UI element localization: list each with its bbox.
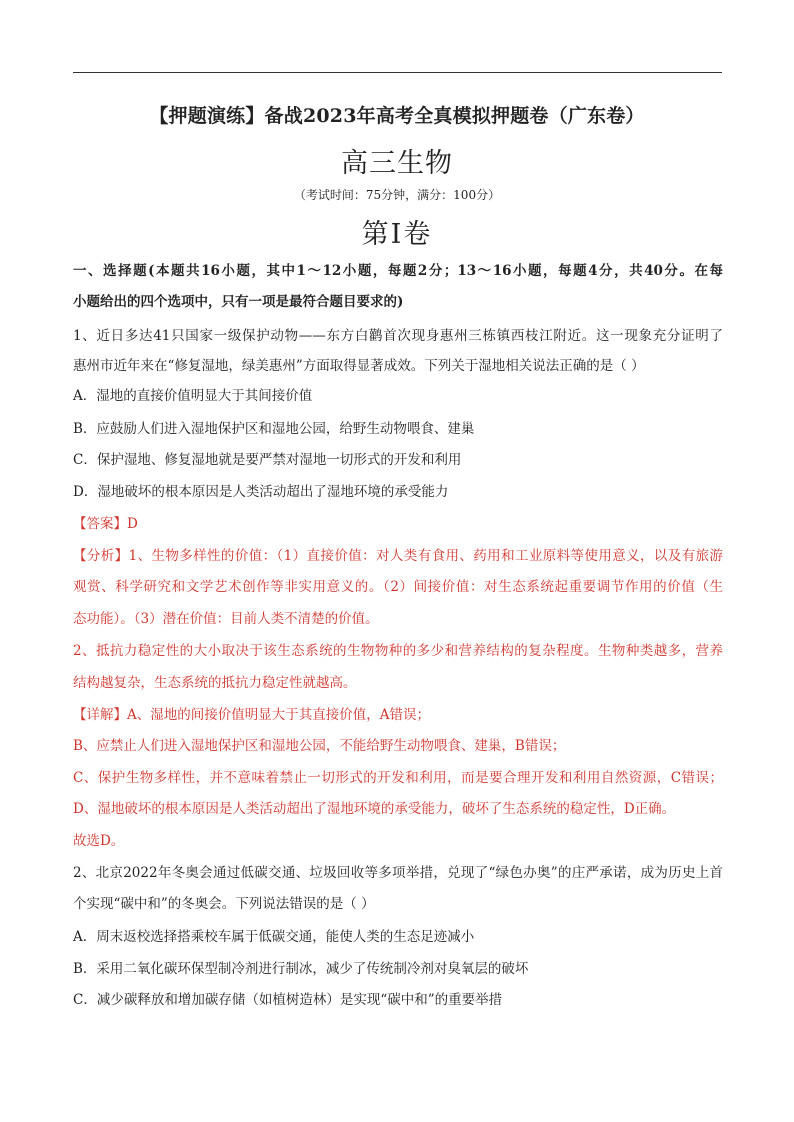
- question-2-option-c: C．减少碳释放和增加碳存储（如植树造林）是实现“碳中和”的重要举措: [73, 992, 503, 1008]
- question-1-stem-line-2: 惠州市近年来在“修复湿地，绿美惠州”方面取得显著成效。下列关于湿地相关说法正确的是（ ）: [73, 358, 645, 374]
- question-1-conclusion: 故选D。: [73, 833, 125, 849]
- question-1-detail-line-1: 【详解】A、湿地的间接价值明显大于其直接价值，A错误；: [73, 707, 430, 723]
- question-1-detail-line-3: C、保护生物多样性，并不意味着禁止一切形式的开发和利用，而是要合理开发和利用自然资源，C错误；: [73, 770, 723, 786]
- question-1-option-d: D．湿地破坏的根本原因是人类活动超出了湿地环境的承受能力: [73, 484, 449, 500]
- question-1-analysis-line-3: 态功能）。（3）潜在价值：目前人类不清楚的价值。: [73, 611, 379, 627]
- section-instruction-line-2: 小题给出的四个选项中，只有一项是最符合题目要求的): [73, 294, 404, 310]
- question-1-analysis-line-5: 结构越复杂，生态系统的抵抗力稳定性就越高。: [73, 675, 357, 691]
- question-1-option-b: B．应鼓励人们进入湿地保护区和湿地公园，给野生动物喂食、建巢: [73, 421, 475, 437]
- exam-info: （考试时间：75分钟，满分：100分）: [293, 188, 501, 202]
- question-2-option-b: B．采用二氧化碳环保型制冷剂进行制冰，减少了传统制冷剂对臭氧层的破坏: [73, 961, 529, 977]
- subject-title: 高三生物: [341, 148, 453, 179]
- question-1-detail-line-4: D、湿地破坏的根本原因是人类活动超出了湿地环境的承受能力，破坏了生态系统的稳定性，D正确。: [73, 801, 676, 817]
- question-1-answer: 【答案】D: [73, 516, 138, 532]
- question-2-stem-line-2: 个实现“碳中和”的冬奥会。下列说法错误的是（ ）: [73, 896, 375, 912]
- question-1-analysis-line-1: 【分析】1、生物多样性的价值：（1）直接价值：对人类有食用、药用和工业原料等使用意义，以及有旅游: [73, 548, 723, 564]
- question-1-detail-line-2: B、应禁止人们进入湿地保护区和湿地公园，不能给野生动物喂食、建巢，B错误；: [73, 738, 566, 754]
- volume-title: 第I卷: [361, 219, 433, 250]
- section-instruction-line-1: 一、选择题(本题共16小题，其中1～12小题，每题2分；13～16小题，每题4分，共40分。在每: [73, 263, 723, 279]
- question-1-analysis-line-4: 2、抵抗力稳定性的大小取决于该生态系统的生物物种的多少和营养结构的复杂程度。生物种类越多，营养: [73, 643, 723, 659]
- question-1-stem-line-1: 1、近日多达41只国家一级保护动物——东方白鹳首次现身惠州三栋镇西枝江附近。这一现象充分证明了: [73, 328, 723, 344]
- header-rule: [73, 72, 722, 73]
- question-1-analysis-line-2: 观赏、科学研究和文学艺术创作等非实用意义的。（2）间接价值：对生态系统起重要调节作用的价值（生: [73, 579, 723, 595]
- exam-title: 【押题演练】备战2023年高考全真模拟押题卷（广东卷）: [149, 105, 645, 127]
- question-1-option-c: C．保护湿地、修复湿地就是要严禁对湿地一切形式的开发和利用: [73, 452, 462, 468]
- question-1-option-a: A．湿地的直接价值明显大于其间接价值: [73, 388, 313, 404]
- question-2-stem-line-1: 2、北京2022年冬奥会通过低碳交通、垃圾回收等多项举措，兑现了“绿色办奥”的庄严承诺，成为历史上首: [73, 865, 723, 881]
- question-2-option-a: A．周末返校选择搭乘校车属于低碳交通，能使人类的生态足迹减小: [73, 929, 475, 945]
